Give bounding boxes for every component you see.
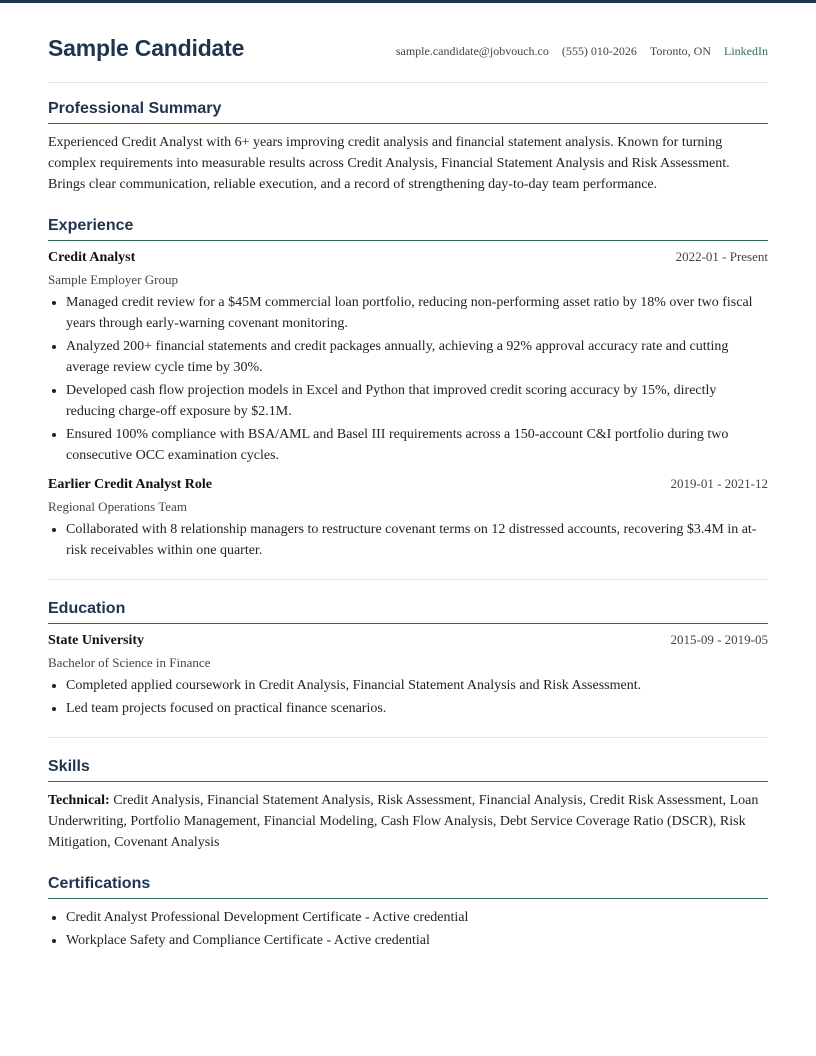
skills-list: Credit Analysis, Financial Statement Analysis, Risk Assessment, Financial Analysis, Credit Risk Assessment, Loan Underwriting, Portfolio Management, Financial Modeling, Cash Flow Analysis, Debt Service Coverage Ratio (DSCR), Risk Mitigation, Covenant Analysis [48, 793, 759, 850]
location-text: Toronto, ON [649, 44, 711, 58]
education-heading: Education [48, 600, 768, 624]
resume-page [48, 3, 768, 953]
education-bullets [48, 675, 768, 719]
list-item: • Completed applied coursework in Credit Analysis, Financial Statement Analysis and Risk Assessment. [66, 675, 768, 696]
certifications-heading: Certifications [48, 875, 768, 899]
employer-name: Regional Operations Team [48, 499, 187, 514]
skills-text [48, 790, 768, 853]
list-item: • Credit Analyst Professional Development Certificate - Active credential [66, 907, 768, 928]
resume-header [48, 3, 768, 83]
summary-heading: Professional Summary [48, 100, 768, 124]
job-dates: 2022-01 - Present [675, 249, 768, 264]
school-name: State University [48, 633, 145, 648]
job-bullets [48, 292, 768, 466]
education-dates: 2015-09 - 2019-05 [670, 632, 768, 647]
phone-text: (555) 010-2026 [561, 44, 637, 58]
list-item: • Led team projects focused on practical finance scenarios. [66, 698, 768, 719]
experience-heading: Experience [48, 217, 768, 241]
contact-info [396, 44, 768, 59]
job-entry [48, 249, 768, 466]
job-bullets [48, 519, 768, 561]
email-text[interactable]: sample.candidate@jobvouch.co [395, 44, 549, 58]
list-item: • Ensured 100% compliance with BSA/AML and Basel III requirements across a 150-account C&I portfolio during two consecutive OCC examination cycles. [66, 424, 768, 466]
education-section [48, 600, 768, 719]
job-title: Earlier Credit Analyst Role [48, 477, 212, 492]
list-item: • Collaborated with 8 relationship managers to restructure covenant terms on 12 distressed accounts, recovering $3.4M in at-risk receivables within one quarter. [66, 519, 768, 561]
certifications-list [48, 907, 768, 951]
certifications-section [48, 875, 768, 951]
job-dates: 2019-01 - 2021-12 [670, 476, 768, 491]
summary-section [48, 100, 768, 195]
candidate-name: Sample Candidate [48, 35, 245, 61]
skills-section [48, 758, 768, 853]
list-item: • Developed cash flow projection models in Excel and Python that improved credit scoring accuracy by 15%, directly reducing charge-off exposure by $2.1M. [66, 380, 768, 422]
summary-text: Experienced Credit Analyst with 6+ years improving credit analysis and financial statement analysis. Known for turning complex requirements into measurable results across Credit Analysis, Financial Statement Analysis and Risk Assessment. Brings clear communication, reliable execution, and a record of strengthening day-to-day team performance. [48, 135, 730, 192]
employer-name: Sample Employer Group [48, 272, 178, 287]
job-title: Credit Analyst [48, 250, 136, 265]
degree-name: Bachelor of Science in Finance [48, 655, 211, 670]
section-divider [48, 737, 768, 738]
list-item: • Analyzed 200+ financial statements and credit packages annually, achieving a 92% approval accuracy rate and cutting average review cycle time by 30%. [66, 336, 768, 378]
section-divider [48, 579, 768, 580]
skills-heading: Skills [48, 758, 768, 782]
experience-section [48, 217, 768, 561]
skills-label: Technical: [48, 793, 110, 808]
linkedin-link[interactable]: LinkedIn [724, 44, 768, 58]
list-item: • Managed credit review for a $45M commercial loan portfolio, reducing non-performing asset ratio by 18% over two fiscal years through early-warning covenant monitoring. [66, 292, 768, 334]
job-entry [48, 476, 768, 561]
list-item: • Workplace Safety and Compliance Certificate - Active credential [66, 930, 768, 951]
